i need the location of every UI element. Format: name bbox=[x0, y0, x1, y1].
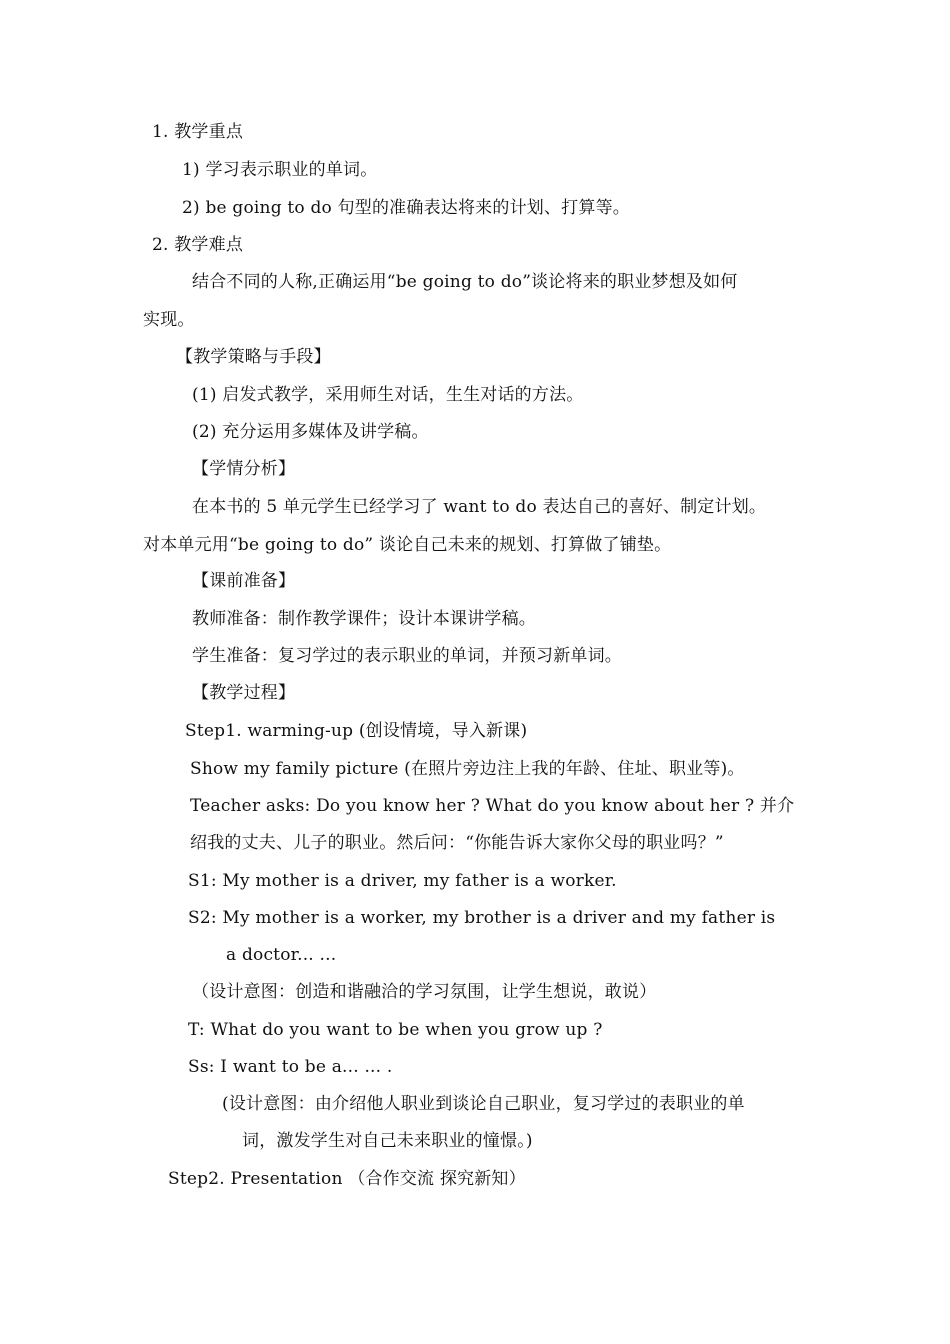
analysis-text-cont: 对本单元用“be going to do” 谈论自己未来的规划、打算做了铺垫。 bbox=[143, 535, 672, 555]
student-preparation: 学生准备：复习学过的表示职业的单词，并预习新单词。 bbox=[192, 646, 622, 666]
design-intent-2: (设计意图：由介绍他人职业到谈论自己职业，复习学过的表职业的单 bbox=[222, 1094, 745, 1114]
dialog-t: T: What do you want to be when you grow up ? bbox=[188, 1020, 603, 1040]
focus-item-1: 1) 学习表示职业的单词。 bbox=[182, 160, 378, 180]
design-intent-1: （设计意图：创造和谐融洽的学习氛围，让学生想说，敢说） bbox=[192, 982, 657, 1002]
heading-student-analysis: 【学情分析】 bbox=[192, 459, 296, 479]
step1-line-2: Teacher asks: Do you know her ? What do you know about her ? 并介 bbox=[190, 796, 795, 816]
step1-line-1: Show my family picture (在照片旁边注上我的年龄、住址、职业等)。 bbox=[190, 759, 745, 779]
heading-teaching-difficulty: 2. 教学难点 bbox=[152, 235, 244, 255]
analysis-text: 在本书的 5 单元学生已经学习了 want to do 表达自己的喜好、制定计划。 bbox=[192, 497, 767, 517]
step1-title: Step1. warming-up (创设情境，导入新课) bbox=[185, 721, 528, 741]
strategy-item-2: (2) 充分运用多媒体及讲学稿。 bbox=[192, 422, 429, 442]
step2-title: Step2. Presentation （合作交流 探究新知） bbox=[168, 1169, 526, 1189]
dialog-s1: S1: My mother is a driver, my father is a worker. bbox=[188, 871, 617, 891]
heading-strategy: 【教学策略与手段】 bbox=[176, 347, 331, 367]
step1-line-3: 绍我的丈夫、儿子的职业。然后问：“你能告诉大家你父母的职业吗？” bbox=[190, 833, 724, 853]
design-intent-2-cont: 词，激发学生对自己未来职业的憧憬。) bbox=[242, 1131, 533, 1151]
difficulty-text: 结合不同的人称,正确运用“be going to do”谈论将来的职业梦想及如何 bbox=[192, 272, 738, 292]
dialog-s2-cont: a doctor... ... bbox=[226, 945, 337, 965]
strategy-item-1: (1) 启发式教学，采用师生对话，生生对话的方法。 bbox=[192, 385, 584, 405]
heading-process: 【教学过程】 bbox=[192, 683, 296, 703]
heading-teaching-focus: 1. 教学重点 bbox=[152, 122, 244, 142]
dialog-ss: Ss: I want to be a... ... . bbox=[188, 1057, 393, 1077]
heading-preparation: 【课前准备】 bbox=[192, 571, 296, 591]
focus-item-2: 2) be going to do 句型的准确表达将来的计划、打算等。 bbox=[182, 198, 630, 218]
teacher-preparation: 教师准备：制作教学课件；设计本课讲学稿。 bbox=[192, 609, 536, 629]
difficulty-text-cont: 实现。 bbox=[143, 310, 195, 330]
dialog-s2: S2: My mother is a worker, my brother is a driver and my father is bbox=[188, 908, 776, 928]
